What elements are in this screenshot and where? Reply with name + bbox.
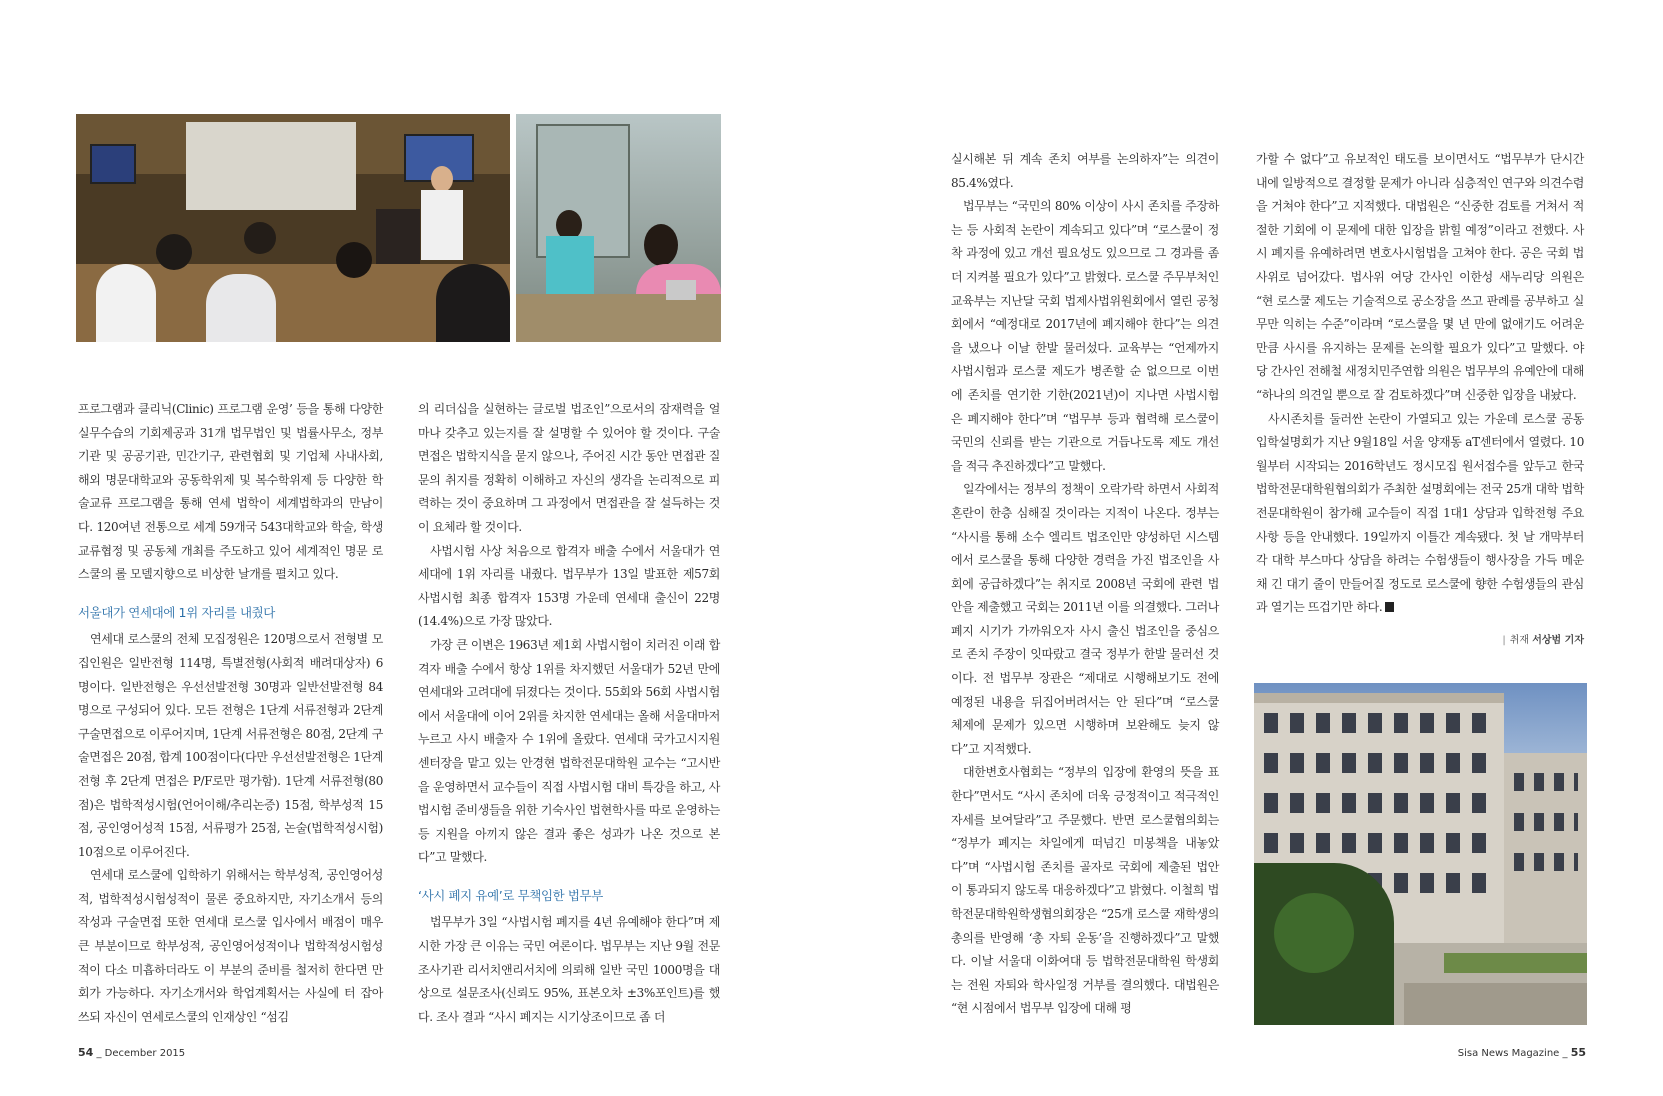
byline: [1256, 631, 1584, 646]
left-page-folio: [78, 1046, 185, 1059]
byline-name: 서상범 기자: [1532, 635, 1584, 646]
section-heading: 서울대가 연세대에 1위 자리를 내줬다: [78, 604, 275, 620]
right-page-number: 55: [1570, 1046, 1586, 1059]
left-column-2: [418, 398, 720, 1029]
magazine-name: Sisa News Magazine: [1457, 1048, 1560, 1059]
paragraph: 대한변호사협회는 “정부의 입장에 환영의 뜻을 표한다”면서도 “사시 존치에 더욱 긍정적이고 적극적인 자세를 보여달라”고 주문했다. 반면 로스쿨협의회는 “정부가 폐지는 차일에게 떠넘긴 미봉책을 내놓았다”며 “사법시험 존치를 골자로 국회에 제출된 법안이 통과되지 않도록 대응하겠다”고 밝혔다. 이철희 법학전문대학원학생협의회장은 “25개 로스쿨 재학생의 총의를 반영해 ‘총 자퇴 운동’을 진행하겠다”고 말했다. 이날 서울대 이화여대 등 법학전문대학원 학생회는 전원 자퇴와 학사일정 거부를 결의했다. 대법원은 “현 시점에서 법무부 입장에 대해 평: [951, 765, 1219, 1016]
paragraph: 법무부는 “국민의 80% 이상이 사시 존치를 주장하는 등 사회적 논란이 계속되고 있다”며 “로스쿨이 정착 과정에 있고 개선 필요성도 있으므로 그 경과를 좀 더 지켜볼 필요가 있다”고 밝혔다. 로스쿨 주무부처인 교육부는 지난달 국회 법제사법위원회에서 열린 공청회에서 “예정대로 2017년에 폐지해야 한다”는 의견을 냈으나 이날 한발 물러섰다. 교육부는 “언제까지 사법시험과 로스쿨 제도가 병존할 순 없으므로 이번에 존치를 연기한 기한(2021년)이 지나면 사법시험은 폐지해야 한다”며 “법무부 등과 협력해 로스쿨이 국민의 신뢰를 받는 기관으로 거듭나도록 제도 개선을 적극 추진하겠다”고 말했다.: [951, 199, 1219, 473]
byline-divider: |: [1502, 635, 1506, 646]
paragraph: 일각에서는 정부의 정책이 오락가락 하면서 사회적 혼란이 한층 심해질 것이라는 지적이 나온다. 정부는 “사시를 통해 소수 엘리트 법조인만 양성하던 시스템에서 로스쿨을 통해 다양한 경력을 가진 법조인을 사회에 공급하겠다”는 취지로 2008년 국회에 관련 법안을 제출했고 국회는 2011년 이를 의결했다. 그러나 폐지 시기가 가까워오자 사시 출신 법조인을 중심으로 존치 주장이 잇따랐고 결국 정부가 한발 물러선 것이다. 전 법무부 장관은 “제대로 시행해보기도 전에 예정된 내용을 뒤집어버려서는 안 된다”며 “로스쿨 체제에 문제가 있으면 시행하며 보완해도 늦지 않다”고 지적했다.: [951, 482, 1219, 756]
paragraph: 가할 수 없다”고 유보적인 태도를 보이면서도 “법무부가 단시간 내에 일방적으로 결정할 문제가 아니라 심층적인 연구와 의견수렴을 거쳐야 한다”고 지적했다. 대법원은 “신중한 검토를 거쳐서 적절한 기회에 이 문제에 대한 입장을 밝힐 예정”이라고 전했다. 사시 폐지를 유예하려면 변호사시험법을 고쳐야 한다. 공은 국회 법사위로 넘어갔다. 법사위 여당 간사인 이한성 새누리당 의원은 “현 로스쿨 제도는 기술적으로 공소장을 쓰고 판례를 공부하고 실무만 익히는 수준”이라며 “로스쿨을 몇 년 만에 없애기도 어려운 만큼 사시를 유지하는 문제를 논의할 필요가 있다”고 말했다. 야당 간사인 전해철 새정치민주연합 의원은 법무부의 유예안에 대해 “하나의 의견일 뿐으로 잘 검토하겠다”며 신중한 입장을 내놨다.: [1256, 152, 1584, 402]
section-heading: ‘사시 폐지 유예’로 무책임한 법무부: [418, 887, 603, 903]
issue-date: December 2015: [104, 1048, 186, 1059]
paragraph: 사법시험 사상 처음으로 합격자 배출 수에서 서울대가 연세대에 1위 자리를 내줬다. 법무부가 13일 발표한 제57회 사법시험 최종 합격자 153명 가운데 연세대 출신이 22명(14.4%)으로 가장 많았다.: [418, 543, 720, 629]
paragraph: 연세대 로스쿨의 전체 모집정원은 120명으로서 전형별 모집인원은 일반전형 114명, 특별전형(사회적 배려대상자) 6명이다. 일반전형은 우선선발전형 30명과 일반선발전형 84명으로 구성되어 있다. 모든 전형은 1단계 서류전형과 2단계 구술면접으로 이루어지며, 1단계 서류전형은 80점, 2단계 구술면접은 20점, 합계 100점이다(다만 우선선발전형은 1단계 전형 후 2단계 면접은 P/F로만 평가함). 1단계 서류전형(80점)은 법학적성시험(언어이해/추리논증) 15점, 학부성적 15점, 공인영어성적 15점, 서류평가 25점, 논술(법학적성시험) 10점으로 이루어진다.: [78, 632, 383, 859]
byline-prefix: 취재: [1509, 635, 1530, 646]
paragraph-text: 사시존치를 둘러싼 논란이 가열되고 있는 가운데 로스쿨 공동입학설명회가 지난 9월18일 서울 양재동 aT센터에서 열렸다. 10월부터 시작되는 2016학년도 정시모집 원서접수를 앞두고 한국법학전문대학원협의회가 주최한 설명회에는 전국 25개 대학 법학전문대학원이 참가해 교수들이 직접 1대1 상담과 입학전형 주요사항 등을 안내했다. 19일까지 이틀간 계속됐다. 첫 날 개막부터 각 대학 부스마다 상담을 하려는 수험생들이 행사장을 가득 메운 채 긴 대기 줄이 만들어질 정도로 로스쿨에 향한 수험생들의 관심과 열기는 뜨겁기만 하다.: [1256, 411, 1584, 615]
paragraph: 실시해본 뒤 계속 존치 여부를 논의하자”는 의견이 85.4%였다.: [951, 152, 1219, 190]
right-column-1: [951, 148, 1219, 1021]
folio-separator: _: [93, 1048, 105, 1059]
paragraph: 법무부가 3일 “사법시험 폐지를 4년 유예해야 한다”며 제시한 가장 큰 이유는 국민 여론이다. 법무부는 지난 9월 전문 조사기관 리서치앤리서치에 의뢰해 일반 국민 1000명을 대상으로 설문조사(신뢰도 95%, 표본오차 ±3%포인트)를 했다. 조사 결과 “사시 폐지는 시기상조이므로 좀 더: [418, 915, 720, 1024]
lecture-hall-photo: [76, 114, 510, 342]
paragraph: 의 리더십을 실현하는 글로벌 법조인”으로서의 잠재력을 얼마나 갖추고 있는지를 잘 설명할 수 있어야 할 것이다. 구술면접은 법학지식을 묻지 않으나, 주어진 시간 동안 면접관 질문의 취지를 정확히 이해하고 자신의 생각을 논리적으로 피력하는 것이 중요하며 그 과정에서 면접관을 잘 설득하는 것이 요체라 할 것이다.: [418, 402, 720, 534]
paragraph: [1256, 408, 1584, 620]
folio-separator: _: [1559, 1048, 1571, 1059]
right-page-folio: [1458, 1046, 1586, 1059]
law-school-building-photo: [1254, 683, 1587, 1025]
end-mark-icon: [1385, 602, 1394, 612]
left-column-1: [78, 398, 383, 1029]
right-column-2: [1256, 148, 1584, 620]
paragraph: 연세대 로스쿨에 입학하기 위해서는 학부성적, 공인영어성적, 법학적성시험성적이 물론 중요하지만, 자기소개서 등의 작성과 구술면접 또한 연세대 로스쿨 입사에서 배점이 매우 큰 부분이므로 학부성적, 공인영어성적이나 법학적성시험성적이 다소 미흡하더라도 이 부분의 준비를 철저히 한다면 만회가 가능하다. 자기소개서와 학업계획서는 사실에 터 잡아 쓰되 자신이 연세로스쿨의 인재상인 “섬김: [78, 868, 383, 1024]
students-discussion-photo: [516, 114, 721, 342]
paragraph: 프로그램과 클리닉(Clinic) 프로그램 운영’ 등을 통해 다양한 실무수습의 기회제공과 31개 법무법인 및 법률사무소, 정부기관 및 공공기관, 민간기구, 관련협회 및 기업체 사내사회, 해외 명문대학교와 공동학위제 및 복수학위제 등 다양한 학술교류 프로그램을 통해 연세 법학이 세계법학과의 만남이다. 120여년 전통으로 세계 59개국 543대학교와 학술, 학생교류협정 및 공동체 개최를 주도하고 있어 세계적인 명문 로스쿨의 롤 모델지향으로 비상한 날개를 펼치고 있다.: [78, 402, 383, 582]
left-page-number: 54: [78, 1046, 94, 1059]
paragraph: 가장 큰 이변은 1963년 제1회 사법시험이 치러진 이래 합격자 배출 수에서 항상 1위를 차지했던 서울대가 52년 만에 연세대와 고려대에 뒤졌다는 것이다. 55회와 56회 사법시험에서 서울대에 이어 2위를 차지한 연세대는 올해 서울대마저 누르고 사시 배출자 수 1위에 올랐다. 연세대 국가고시지원센터장을 맡고 있는 안경현 법학전문대학원 교수는 “고시반을 운영하면서 교수들이 직접 사법시험 대비 특강을 하고, 사법시험 준비생들을 위한 기숙사인 법현학사를 따로 운영하는 등 지원을 아끼지 않은 결과 좋은 성과가 나온 것으로 본다”고 말했다.: [418, 637, 720, 865]
